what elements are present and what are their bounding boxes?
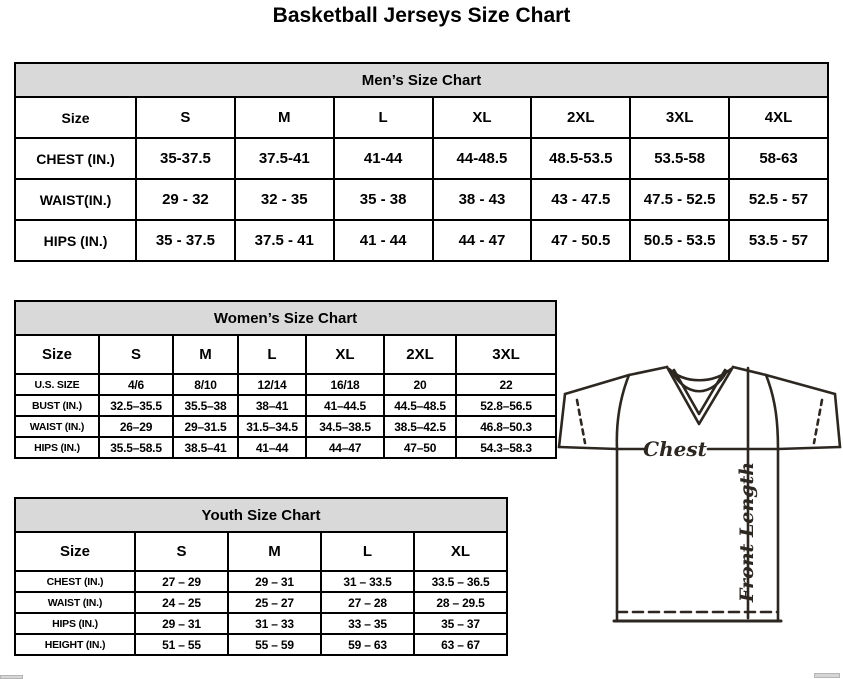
size-header-row <box>15 97 828 138</box>
value-cell: 29–31.5 <box>173 416 238 437</box>
mens-chart-title: Men’s Size Chart <box>14 62 829 98</box>
value-cell: S <box>99 335 173 374</box>
value-cell: 27 – 29 <box>135 571 228 592</box>
left-sleeve-outer <box>559 394 565 447</box>
right-sleeve-outer <box>835 394 840 447</box>
row-label-cell: CHEST (IN.) <box>15 138 136 179</box>
left-armhole-curve <box>617 375 629 449</box>
measurement-row <box>15 395 556 416</box>
jersey-diagram-svg <box>556 360 843 632</box>
value-cell: 35-37.5 <box>136 138 235 179</box>
value-cell: M <box>235 97 334 138</box>
value-cell: 24 – 25 <box>135 592 228 613</box>
value-cell: 41–44.5 <box>306 395 384 416</box>
value-cell: 28 – 29.5 <box>414 592 507 613</box>
measurement-row <box>15 592 507 613</box>
right-cuff-dashed-line <box>814 400 822 443</box>
youth-size-table <box>14 531 508 656</box>
value-cell: M <box>228 532 321 571</box>
measurement-row <box>15 571 507 592</box>
measurement-row <box>15 220 828 261</box>
value-cell: 20 <box>384 374 456 395</box>
value-cell: 29 – 31 <box>135 613 228 634</box>
value-cell: 47 - 50.5 <box>531 220 630 261</box>
value-cell: 59 – 63 <box>321 634 414 655</box>
value-cell: 26–29 <box>99 416 173 437</box>
value-cell: 35 - 37.5 <box>136 220 235 261</box>
measurement-row <box>15 374 556 395</box>
measurement-row <box>15 416 556 437</box>
measurement-row <box>15 138 828 179</box>
value-cell: 50.5 - 53.5 <box>630 220 729 261</box>
page-title: Basketball Jerseys Size Chart <box>272 4 571 27</box>
value-cell: XL <box>306 335 384 374</box>
value-cell: 8/10 <box>173 374 238 395</box>
value-cell: 51 – 55 <box>135 634 228 655</box>
value-cell: 33 – 35 <box>321 613 414 634</box>
value-cell: 38–41 <box>238 395 306 416</box>
row-label-cell: HIPS (IN.) <box>15 437 99 458</box>
row-label-cell: WAIST (IN.) <box>15 416 99 437</box>
value-cell: 3XL <box>456 335 556 374</box>
value-cell: S <box>135 532 228 571</box>
womens-chart-title: Women’s Size Chart <box>14 300 557 336</box>
value-cell: 29 – 31 <box>228 571 321 592</box>
measurement-row <box>15 179 828 220</box>
value-cell: 47–50 <box>384 437 456 458</box>
value-cell: 25 – 27 <box>228 592 321 613</box>
value-cell: 52.5 - 57 <box>729 179 828 220</box>
value-cell: 54.3–58.3 <box>456 437 556 458</box>
horizontal-scrollbar-fragment-left[interactable] <box>0 675 23 679</box>
row-label-cell: BUST (IN.) <box>15 395 99 416</box>
value-cell: 31 – 33 <box>228 613 321 634</box>
value-cell: 58-63 <box>729 138 828 179</box>
value-cell: 46.8–50.3 <box>456 416 556 437</box>
value-cell: 44–47 <box>306 437 384 458</box>
value-cell: L <box>238 335 306 374</box>
chest-measure-label: Chest <box>643 437 707 461</box>
value-cell: 53.5 - 57 <box>729 220 828 261</box>
value-cell: 4XL <box>729 97 828 138</box>
right-sleeve-bottom <box>778 447 840 449</box>
size-header-row <box>15 532 507 571</box>
horizontal-scrollbar-fragment-right[interactable] <box>814 673 840 678</box>
row-label-cell: Size <box>15 532 135 571</box>
value-cell: 44 - 47 <box>433 220 532 261</box>
value-cell: 41–44 <box>238 437 306 458</box>
value-cell: 2XL <box>531 97 630 138</box>
value-cell: 38.5–42.5 <box>384 416 456 437</box>
row-label-cell: CHEST (IN.) <box>15 571 135 592</box>
value-cell: 35 - 38 <box>334 179 433 220</box>
womens-size-table <box>14 334 557 459</box>
value-cell: 35.5–58.5 <box>99 437 173 458</box>
value-cell: 31.5–34.5 <box>238 416 306 437</box>
value-cell: M <box>173 335 238 374</box>
value-cell: L <box>321 532 414 571</box>
value-cell: XL <box>414 532 507 571</box>
left-sleeve-bottom <box>559 447 617 449</box>
mens-size-chart-section <box>14 62 829 262</box>
row-label-cell: Size <box>15 97 136 138</box>
value-cell: 29 - 32 <box>136 179 235 220</box>
row-label-cell: WAIST (IN.) <box>15 592 135 613</box>
measurement-row <box>15 437 556 458</box>
value-cell: L <box>334 97 433 138</box>
youth-size-chart-section <box>14 497 508 656</box>
row-label-cell: HIPS (IN.) <box>15 613 135 634</box>
row-label-cell: U.S. SIZE <box>15 374 99 395</box>
row-label-cell: HEIGHT (IN.) <box>15 634 135 655</box>
value-cell: 35 – 37 <box>414 613 507 634</box>
measurement-row <box>15 613 507 634</box>
jersey-measurement-diagram <box>556 360 843 632</box>
value-cell: 52.8–56.5 <box>456 395 556 416</box>
value-cell: 2XL <box>384 335 456 374</box>
value-cell: 35.5–38 <box>173 395 238 416</box>
value-cell: 22 <box>456 374 556 395</box>
value-cell: 37.5-41 <box>235 138 334 179</box>
value-cell: 12/14 <box>238 374 306 395</box>
value-cell: 33.5 – 36.5 <box>414 571 507 592</box>
value-cell: 38 - 43 <box>433 179 532 220</box>
value-cell: 32.5–35.5 <box>99 395 173 416</box>
value-cell: 32 - 35 <box>235 179 334 220</box>
value-cell: 16/18 <box>306 374 384 395</box>
youth-chart-title: Youth Size Chart <box>14 497 508 533</box>
left-cuff-dashed-line <box>577 400 585 443</box>
row-label-cell: WAIST(IN.) <box>15 179 136 220</box>
value-cell: 37.5 - 41 <box>235 220 334 261</box>
row-label-cell: Size <box>15 335 99 374</box>
value-cell: 31 – 33.5 <box>321 571 414 592</box>
value-cell: 63 – 67 <box>414 634 507 655</box>
value-cell: 55 – 59 <box>228 634 321 655</box>
value-cell: 41 - 44 <box>334 220 433 261</box>
value-cell: 27 – 28 <box>321 592 414 613</box>
value-cell: 44-48.5 <box>433 138 532 179</box>
measurement-row <box>15 634 507 655</box>
right-armhole-curve <box>766 375 778 449</box>
value-cell: 53.5-58 <box>630 138 729 179</box>
womens-size-chart-section <box>14 300 557 459</box>
value-cell: 47.5 - 52.5 <box>630 179 729 220</box>
left-shoulder-line <box>565 367 667 394</box>
value-cell: S <box>136 97 235 138</box>
value-cell: 44.5–48.5 <box>384 395 456 416</box>
value-cell: 41-44 <box>334 138 433 179</box>
value-cell: 43 - 47.5 <box>531 179 630 220</box>
value-cell: 4/6 <box>99 374 173 395</box>
value-cell: 38.5–41 <box>173 437 238 458</box>
size-header-row <box>15 335 556 374</box>
value-cell: 48.5-53.5 <box>531 138 630 179</box>
mens-size-table <box>14 96 829 262</box>
front-length-measure-label: Front Length <box>736 461 758 603</box>
value-cell: 34.5–38.5 <box>306 416 384 437</box>
value-cell: 3XL <box>630 97 729 138</box>
row-label-cell: HIPS (IN.) <box>15 220 136 261</box>
value-cell: XL <box>433 97 532 138</box>
